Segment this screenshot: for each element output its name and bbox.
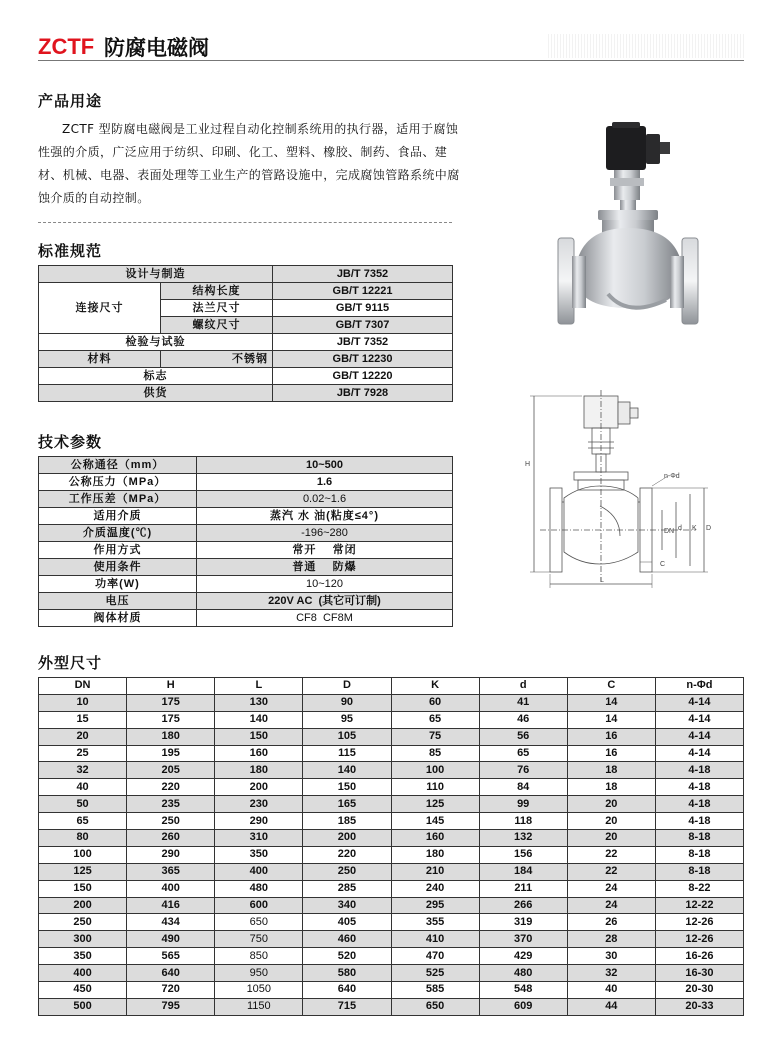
section-divider <box>38 222 452 223</box>
table-row <box>39 982 744 999</box>
table-cell: 350 <box>215 846 303 863</box>
table-row <box>39 559 453 576</box>
table-cell: 600 <box>215 897 303 914</box>
table-cell: 140 <box>215 711 303 728</box>
table-row <box>39 914 744 931</box>
table-row <box>39 880 744 897</box>
table-cell: 44 <box>567 998 655 1015</box>
table-cell: 84 <box>479 779 567 796</box>
table-cell: 295 <box>391 897 479 914</box>
table-cell: 400 <box>215 863 303 880</box>
standard-value: JB/T 7352 <box>273 266 453 283</box>
table-cell: 850 <box>215 948 303 965</box>
table-row <box>39 948 744 965</box>
table-cell: 1150 <box>215 998 303 1015</box>
column-header: D <box>303 678 391 695</box>
table-row <box>39 266 453 283</box>
table-cell: 95 <box>303 711 391 728</box>
table-row <box>39 931 744 948</box>
tech-label: 功率(W) <box>39 576 197 593</box>
table-cell: 28 <box>567 931 655 948</box>
dim-label-l: L <box>600 577 604 584</box>
table-cell: 100 <box>391 762 479 779</box>
table-cell: 75 <box>391 728 479 745</box>
table-cell: 12-26 <box>655 914 743 931</box>
table-cell: 20-30 <box>655 982 743 999</box>
tech-value: -196~280 <box>197 525 453 542</box>
table-row <box>39 796 744 813</box>
table-cell: 410 <box>391 931 479 948</box>
table-cell: 4-14 <box>655 728 743 745</box>
tech-label: 工作压差（MPa） <box>39 491 197 508</box>
table-row <box>39 283 453 300</box>
table-cell: 200 <box>39 897 127 914</box>
table-row <box>39 334 453 351</box>
standard-group: 材料 <box>39 351 161 368</box>
table-row <box>39 846 744 863</box>
table-cell: 460 <box>303 931 391 948</box>
table-cell: 4-14 <box>655 711 743 728</box>
table-cell: 156 <box>479 846 567 863</box>
table-cell: 250 <box>303 863 391 880</box>
table-cell: 80 <box>39 830 127 847</box>
table-row <box>39 745 744 762</box>
table-cell: 12-26 <box>655 931 743 948</box>
standard-label: 法兰尺寸 <box>161 300 273 317</box>
table-cell: 405 <box>303 914 391 931</box>
tech-label: 公称通径（mm） <box>39 457 197 474</box>
table-cell: 548 <box>479 982 567 999</box>
brand-logo: ZCTF <box>38 34 95 59</box>
tech-value: 1.6 <box>197 474 453 491</box>
dim-label-d-inner: d <box>678 525 682 532</box>
table-cell: 205 <box>127 762 215 779</box>
valve-dimension-drawing <box>520 386 716 600</box>
standard-value: GB/T 12220 <box>273 368 453 385</box>
standard-group: 连接尺寸 <box>39 283 161 334</box>
table-cell: 184 <box>479 863 567 880</box>
standard-value: JB/T 7352 <box>273 334 453 351</box>
table-row <box>39 542 453 559</box>
table-cell: 46 <box>479 711 567 728</box>
table-cell: 15 <box>39 711 127 728</box>
table-cell: 165 <box>303 796 391 813</box>
standard-label: 标志 <box>39 368 273 385</box>
standard-value: GB/T 12221 <box>273 283 453 300</box>
table-cell: 585 <box>391 982 479 999</box>
standard-value: GB/T 7307 <box>273 317 453 334</box>
dim-label-c: C <box>660 561 666 568</box>
tech-label: 阀体材质 <box>39 610 197 627</box>
column-header: C <box>567 678 655 695</box>
standard-label: 供货 <box>39 385 273 402</box>
table-cell: 319 <box>479 914 567 931</box>
dims-heading: 外型尺寸 <box>38 654 103 672</box>
table-cell: 250 <box>127 813 215 830</box>
table-row <box>39 491 453 508</box>
tech-label: 电压 <box>39 593 197 610</box>
table-row <box>39 694 744 711</box>
table-cell: 640 <box>303 982 391 999</box>
tech-value: 0.02~1.6 <box>197 491 453 508</box>
table-cell: 14 <box>567 711 655 728</box>
table-cell: 40 <box>567 982 655 999</box>
table-cell: 4-18 <box>655 813 743 830</box>
standard-label: 检验与试验 <box>39 334 273 351</box>
table-cell: 525 <box>391 965 479 982</box>
standards-heading: 标准规范 <box>38 242 103 260</box>
table-cell: 180 <box>127 728 215 745</box>
table-cell: 350 <box>39 948 127 965</box>
tech-label: 使用条件 <box>39 559 197 576</box>
column-header: H <box>127 678 215 695</box>
table-cell: 90 <box>303 694 391 711</box>
table-cell: 950 <box>215 965 303 982</box>
table-cell: 200 <box>215 779 303 796</box>
dim-label-nd: n-Φd <box>664 473 680 480</box>
table-cell: 365 <box>127 863 215 880</box>
standard-value: JB/T 7928 <box>273 385 453 402</box>
table-cell: 4-14 <box>655 694 743 711</box>
table-cell: 150 <box>215 728 303 745</box>
header-decoration <box>548 34 744 58</box>
dim-label-dn: DN <box>664 528 675 535</box>
table-cell: 310 <box>215 830 303 847</box>
table-cell: 480 <box>215 880 303 897</box>
table-cell: 8-18 <box>655 863 743 880</box>
table-cell: 175 <box>127 694 215 711</box>
table-cell: 14 <box>567 694 655 711</box>
table-cell: 16 <box>567 728 655 745</box>
table-cell: 65 <box>39 813 127 830</box>
standards-table <box>38 265 453 402</box>
table-cell: 132 <box>479 830 567 847</box>
table-row <box>39 576 453 593</box>
table-row <box>39 813 744 830</box>
table-cell: 210 <box>391 863 479 880</box>
table-row <box>39 351 453 368</box>
valve-photo <box>548 118 708 340</box>
table-cell: 195 <box>127 745 215 762</box>
tech-value: 10~120 <box>197 576 453 593</box>
table-cell: 470 <box>391 948 479 965</box>
table-cell: 125 <box>391 796 479 813</box>
tech-value: CF8 CF8M <box>197 610 453 627</box>
table-cell: 18 <box>567 762 655 779</box>
table-cell: 715 <box>303 998 391 1015</box>
table-row <box>39 457 453 474</box>
table-cell: 211 <box>479 880 567 897</box>
table-cell: 10 <box>39 694 127 711</box>
table-cell: 160 <box>215 745 303 762</box>
table-cell: 8-18 <box>655 846 743 863</box>
table-row <box>39 508 453 525</box>
table-cell: 16 <box>567 745 655 762</box>
table-cell: 355 <box>391 914 479 931</box>
table-cell: 565 <box>127 948 215 965</box>
table-cell: 140 <box>303 762 391 779</box>
table-cell: 4-18 <box>655 779 743 796</box>
table-cell: 76 <box>479 762 567 779</box>
table-cell: 25 <box>39 745 127 762</box>
table-cell: 26 <box>567 914 655 931</box>
table-cell: 4-14 <box>655 745 743 762</box>
tech-label: 介质温度(℃) <box>39 525 197 542</box>
table-cell: 99 <box>479 796 567 813</box>
page-title: 防腐电磁阀 <box>104 36 209 60</box>
tech-value: 220V AC (其它可订制) <box>197 593 453 610</box>
table-row <box>39 593 453 610</box>
table-cell: 235 <box>127 796 215 813</box>
table-cell: 520 <box>303 948 391 965</box>
table-cell: 250 <box>39 914 127 931</box>
table-cell: 640 <box>127 965 215 982</box>
table-cell: 125 <box>39 863 127 880</box>
table-cell: 20-33 <box>655 998 743 1015</box>
table-cell: 145 <box>391 813 479 830</box>
standard-label: 不锈钢 <box>161 351 273 368</box>
table-row <box>39 474 453 491</box>
table-cell: 260 <box>127 830 215 847</box>
usage-heading: 产品用途 <box>38 92 103 110</box>
table-row <box>39 830 744 847</box>
table-cell: 8-22 <box>655 880 743 897</box>
table-cell: 8-18 <box>655 830 743 847</box>
table-cell: 434 <box>127 914 215 931</box>
table-cell: 32 <box>567 965 655 982</box>
table-cell: 429 <box>479 948 567 965</box>
column-header: L <box>215 678 303 695</box>
table-cell: 18 <box>567 779 655 796</box>
table-cell: 480 <box>479 965 567 982</box>
table-row <box>39 610 453 627</box>
table-cell: 185 <box>303 813 391 830</box>
table-row <box>39 368 453 385</box>
table-cell: 750 <box>215 931 303 948</box>
standard-value: GB/T 12230 <box>273 351 453 368</box>
header-divider <box>38 60 744 61</box>
table-cell: 180 <box>215 762 303 779</box>
table-row <box>39 525 453 542</box>
tech-table <box>38 456 453 627</box>
table-cell: 160 <box>391 830 479 847</box>
table-cell: 118 <box>479 813 567 830</box>
table-cell: 20 <box>567 830 655 847</box>
table-cell: 285 <box>303 880 391 897</box>
table-cell: 175 <box>127 711 215 728</box>
table-header-row <box>39 678 744 695</box>
standard-value: GB/T 9115 <box>273 300 453 317</box>
table-cell: 56 <box>479 728 567 745</box>
table-cell: 400 <box>39 965 127 982</box>
usage-text: ZCTF 型防腐电磁阀是工业过程自动化控制系统用的执行器，适用于腐蚀性强的介质，广泛应用于纺织、印刷、化工、塑料、橡胶、制药、食品、建材、机械、电器、表面处理等工业生产的管路设施中，完成腐蚀管路系统中腐蚀介质的自动控制。 <box>38 122 460 205</box>
table-cell: 24 <box>567 897 655 914</box>
table-row <box>39 711 744 728</box>
table-cell: 400 <box>127 880 215 897</box>
table-row <box>39 762 744 779</box>
table-cell: 4-18 <box>655 762 743 779</box>
table-cell: 65 <box>479 745 567 762</box>
column-header: d <box>479 678 567 695</box>
table-row <box>39 728 744 745</box>
table-cell: 290 <box>127 846 215 863</box>
table-row <box>39 965 744 982</box>
tech-label: 作用方式 <box>39 542 197 559</box>
table-cell: 266 <box>479 897 567 914</box>
table-cell: 650 <box>391 998 479 1015</box>
table-row <box>39 385 453 402</box>
tech-label: 公称压力（MPa） <box>39 474 197 491</box>
table-cell: 32 <box>39 762 127 779</box>
table-cell: 150 <box>303 779 391 796</box>
table-cell: 220 <box>303 846 391 863</box>
table-cell: 450 <box>39 982 127 999</box>
table-cell: 22 <box>567 846 655 863</box>
column-header: DN <box>39 678 127 695</box>
table-cell: 795 <box>127 998 215 1015</box>
table-cell: 24 <box>567 880 655 897</box>
table-cell: 41 <box>479 694 567 711</box>
table-cell: 580 <box>303 965 391 982</box>
table-cell: 105 <box>303 728 391 745</box>
table-cell: 16-30 <box>655 965 743 982</box>
table-cell: 115 <box>303 745 391 762</box>
table-cell: 20 <box>567 813 655 830</box>
table-cell: 650 <box>215 914 303 931</box>
table-cell: 220 <box>127 779 215 796</box>
column-header: K <box>391 678 479 695</box>
table-row <box>39 779 744 796</box>
table-row <box>39 863 744 880</box>
table-cell: 4-18 <box>655 796 743 813</box>
table-cell: 490 <box>127 931 215 948</box>
tech-value: 蒸汽 水 油(粘度≤4°) <box>197 508 453 525</box>
dimensions-table <box>38 677 744 1016</box>
tech-value: 10~500 <box>197 457 453 474</box>
tech-value: 普通 防爆 <box>197 559 453 576</box>
table-cell: 30 <box>567 948 655 965</box>
table-cell: 16-26 <box>655 948 743 965</box>
table-cell: 85 <box>391 745 479 762</box>
table-cell: 130 <box>215 694 303 711</box>
table-cell: 720 <box>127 982 215 999</box>
standard-label: 设计与制造 <box>39 266 273 283</box>
table-cell: 65 <box>391 711 479 728</box>
table-cell: 416 <box>127 897 215 914</box>
column-header: n-Φd <box>655 678 743 695</box>
table-cell: 100 <box>39 846 127 863</box>
tech-heading: 技术参数 <box>38 433 103 451</box>
table-cell: 60 <box>391 694 479 711</box>
table-cell: 150 <box>39 880 127 897</box>
table-cell: 20 <box>39 728 127 745</box>
standard-label: 结构长度 <box>161 283 273 300</box>
tech-label: 适用介质 <box>39 508 197 525</box>
table-cell: 370 <box>479 931 567 948</box>
table-cell: 22 <box>567 863 655 880</box>
table-cell: 290 <box>215 813 303 830</box>
dim-label-h: H <box>525 461 531 468</box>
table-cell: 180 <box>391 846 479 863</box>
table-cell: 110 <box>391 779 479 796</box>
table-cell: 300 <box>39 931 127 948</box>
table-cell: 12-22 <box>655 897 743 914</box>
table-cell: 20 <box>567 796 655 813</box>
table-cell: 50 <box>39 796 127 813</box>
dim-label-d-outer: D <box>706 525 712 532</box>
table-cell: 1050 <box>215 982 303 999</box>
table-cell: 340 <box>303 897 391 914</box>
table-row <box>39 998 744 1015</box>
table-cell: 609 <box>479 998 567 1015</box>
table-cell: 500 <box>39 998 127 1015</box>
table-cell: 40 <box>39 779 127 796</box>
table-cell: 230 <box>215 796 303 813</box>
table-row <box>39 897 744 914</box>
table-cell: 200 <box>303 830 391 847</box>
dim-label-k: K <box>692 525 697 532</box>
tech-value: 常开 常闭 <box>197 542 453 559</box>
table-cell: 240 <box>391 880 479 897</box>
standard-label: 螺纹尺寸 <box>161 317 273 334</box>
